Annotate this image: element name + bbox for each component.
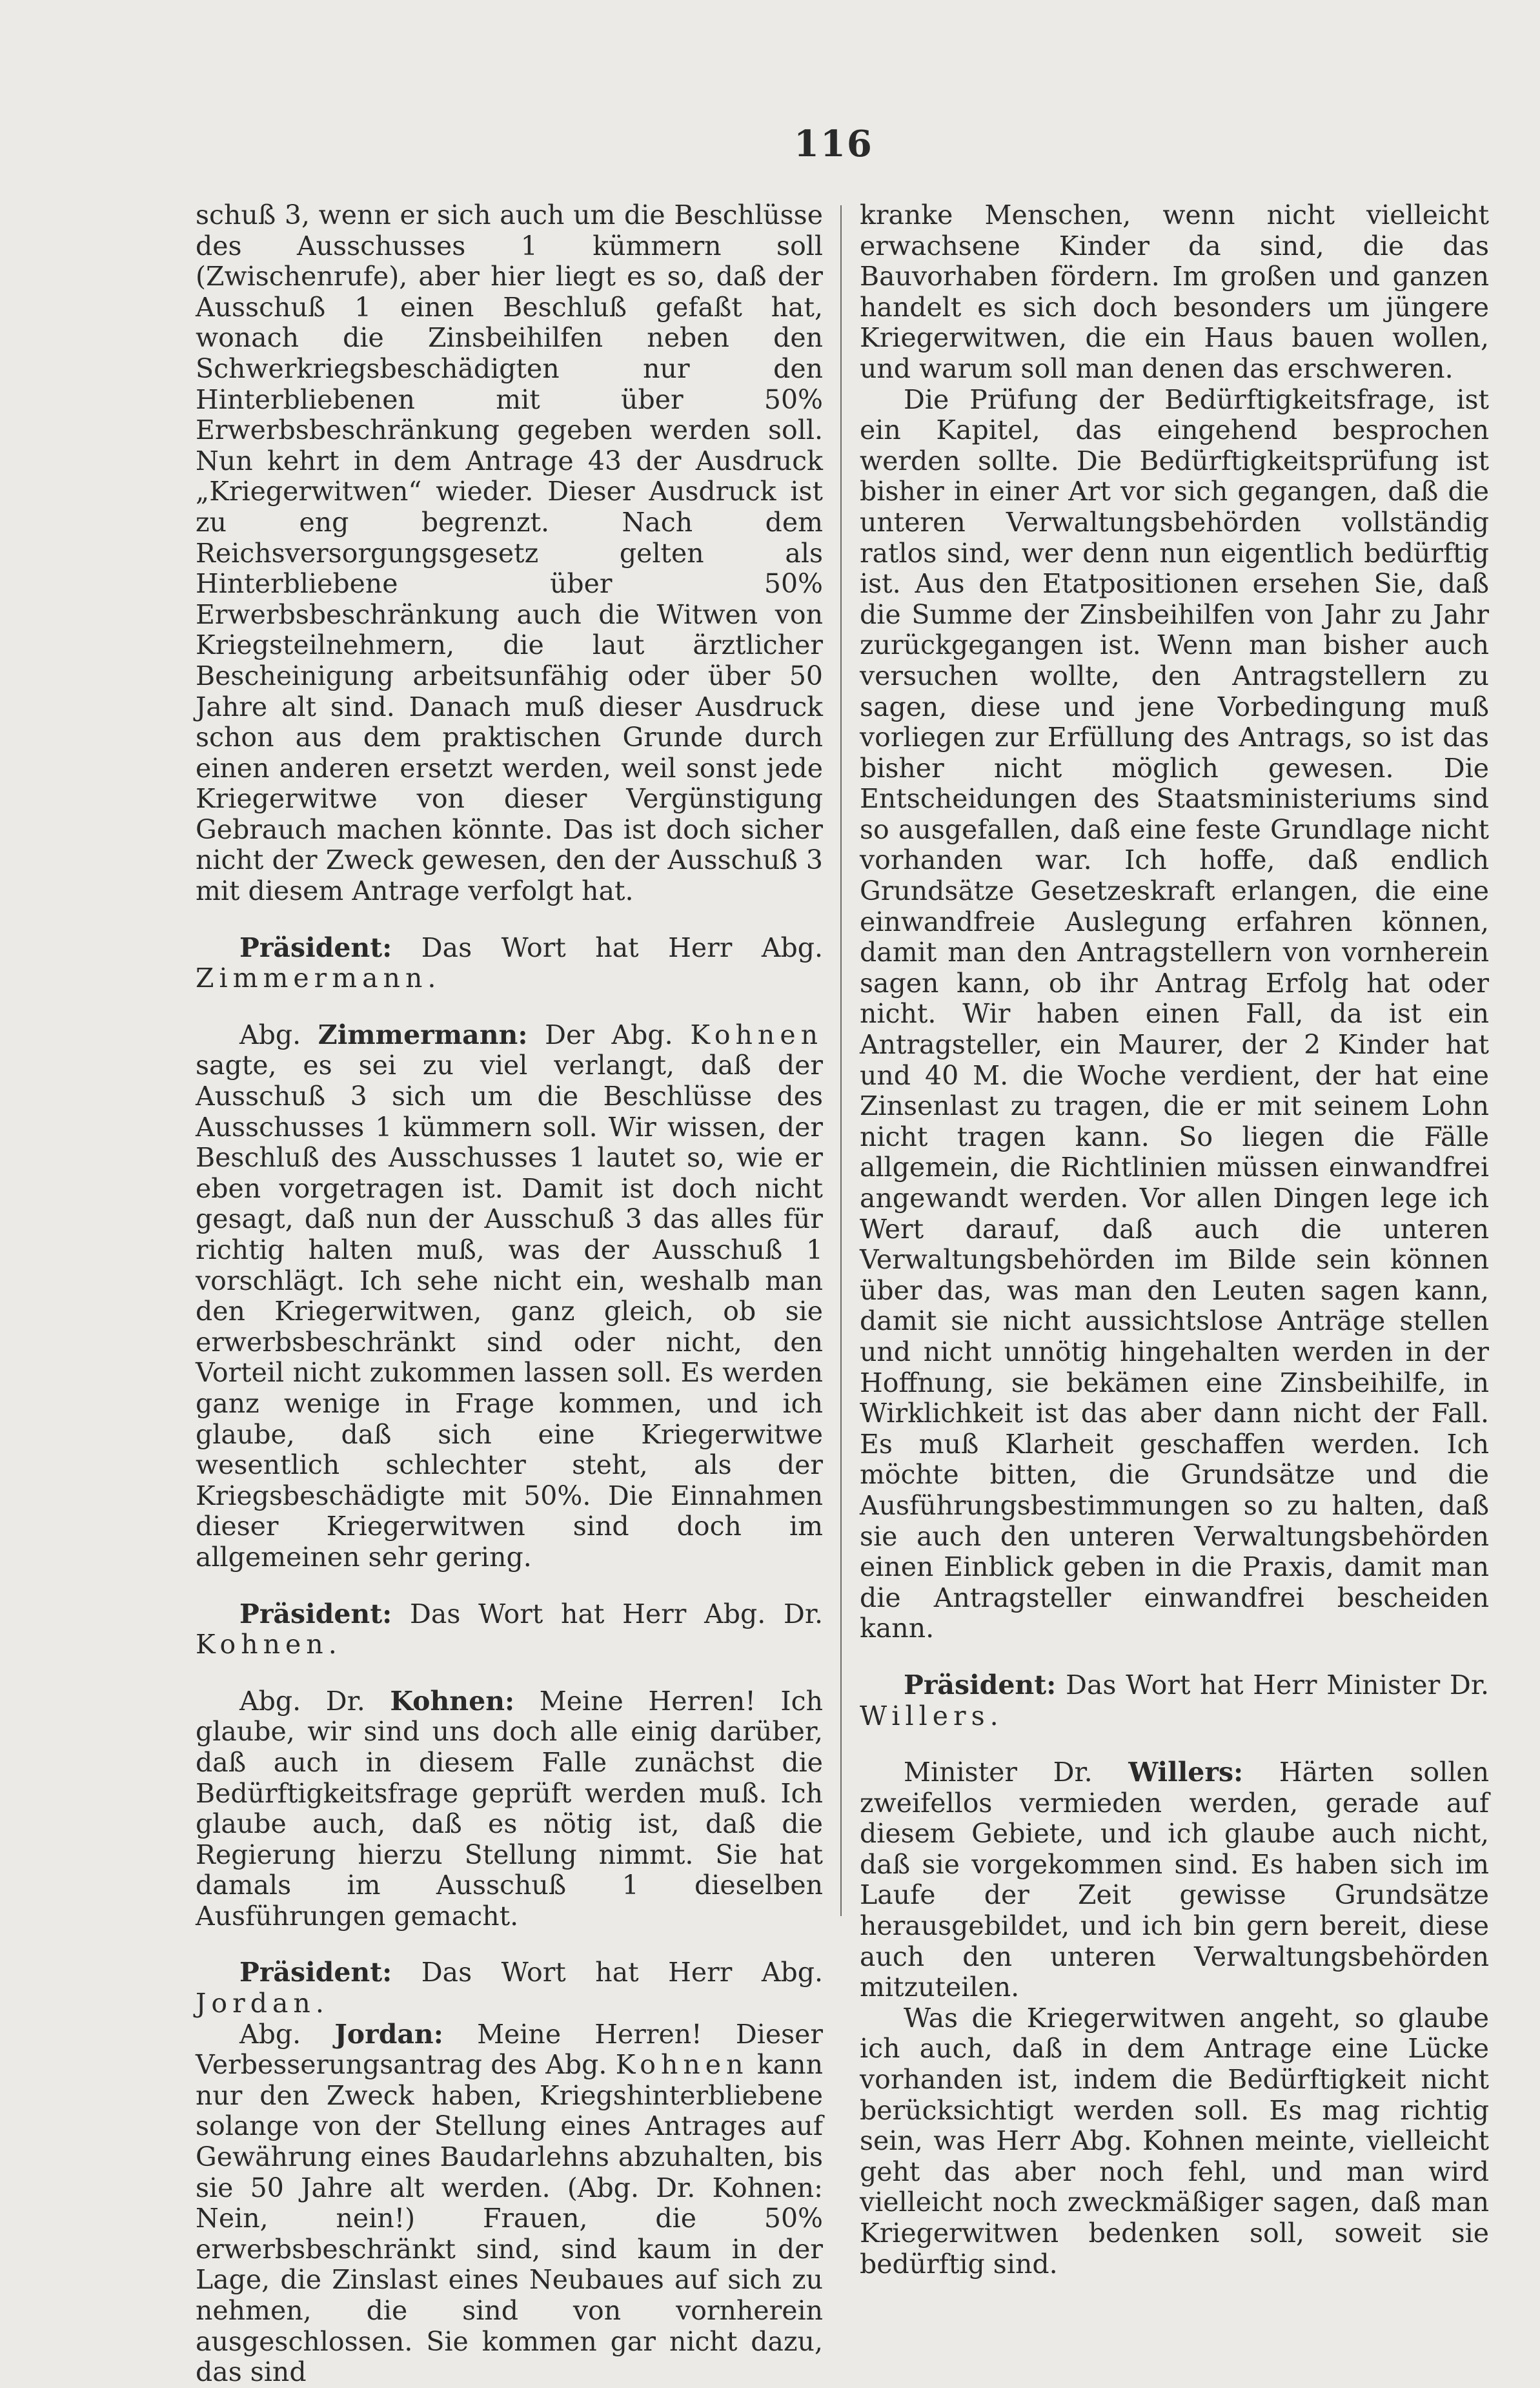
speech-text: . — [315, 1988, 324, 2019]
speaker-label: Willers: — [1128, 1757, 1244, 1788]
speaker-title: Minister Dr. — [904, 1757, 1129, 1788]
speaker-paragraph — [196, 1599, 823, 1660]
spaced-name: Kohnen — [615, 2049, 749, 2081]
speaker-paragraph — [196, 933, 823, 994]
speaker-label: Jordan: — [334, 2018, 443, 2050]
speech-text: Das Wort hat Herr Abg. — [392, 932, 823, 963]
speaker-label: Präsident: — [904, 1669, 1057, 1700]
speech-text: Meine Herren! Dieser Verbesserungsantrag des Abg. — [196, 2018, 824, 2081]
speaker-paragraph — [860, 1670, 1489, 1731]
paragraph: Was die Kriegerwitwen angeht, so glaube ich auch, daß in dem Antrage eine Lücke vorhanden ist, indem die Bedürftigkeit nicht berücksichtigt werden soll. Es mag richtig sein, was Herr Abg. Kohnen meinte, vielleicht geht das aber noch fehl, und man wird vielleicht noch zweckmäßiger sagen, daß man Kriegerwitwen bedenken soll, soweit sie bedürftig sind. — [860, 2002, 1489, 2280]
speaker-title: Abg. — [239, 1019, 318, 1050]
speech-text: . — [328, 1629, 337, 1660]
speaker-paragraph — [196, 1686, 823, 1932]
speaker-label: Kohnen: — [390, 1685, 515, 1717]
speaker-label: Präsident: — [239, 1957, 392, 1988]
speech-text: Das Wort hat Herr Minister Dr. — [1056, 1669, 1489, 1700]
speech-text: kann nur den Zweck haben, Kriegshinterbliebene solange von der Stellung eines Antrages auf Gewährung eines Baudarlehns abzuhalten, bis sie 50 Jahre alt werden. (Abg. Dr. Kohnen: Nein, nein!) Frauen, die 50% erwerbsbeschränkt sind, sind kaum in der Lage, die Zinslast eines Neubaues auf sich zu nehmen, die sind von vornherein ausgeschlossen. Sie kommen gar nicht dazu, das sind — [196, 2049, 823, 2388]
speaker-paragraph — [196, 1020, 823, 1573]
speaker-title: Abg. Dr. — [239, 1685, 390, 1717]
spaced-name: Kohnen — [690, 1019, 824, 1050]
column-divider — [840, 205, 842, 1916]
speaker-paragraph — [196, 1957, 823, 2019]
spaced-name: Jordan — [196, 1988, 316, 2019]
right-column — [860, 200, 1489, 2280]
spaced-name: Willers — [860, 1700, 990, 1731]
speech-text: Meine Herren! Ich glaube, wir sind uns doch alle einig darüber, daß auch in diesem Falle zunächst die Bedürftigkeitsfrage geprüft werden muß. Ich glaube auch, daß es nötig ist, daß die Regierung hierzu Stellung nimmt. Sie hat damals im Ausschuß 1 dieselben Ausführungen gemacht. — [196, 1685, 823, 1932]
speaker-label: Zimmermann: — [318, 1019, 528, 1050]
paragraph: kranke Menschen, wenn nicht vielleicht erwachsene Kinder da sind, die das Bauvorhaben fördern. Im großen und ganzen handelt es sich doch besonders um jüngere Kriegerwitwen, die ein Haus bauen wollen, und warum soll man denen das erschweren. — [860, 199, 1489, 384]
speech-text: Das Wort hat Herr Abg. — [392, 1957, 823, 1988]
spaced-name: Zimmermann — [196, 963, 428, 994]
speaker-title: Abg. — [239, 2018, 335, 2050]
left-column — [196, 200, 823, 2388]
speaker-label: Präsident: — [239, 1598, 392, 1629]
paragraph: Die Prüfung der Bedürftigkeitsfrage, ist ein Kapitel, das eingehend besprochen werden sollte. Die Bedürftigkeitsprüfung ist bisher in einer Art vor sich gegangen, daß die unteren Verwaltungsbehörden vollständig ratlos sind, wer denn nun eigentlich bedürftig ist. Aus den Etatpositionen ersehen Sie, daß die Summe der Zinsbeihilfen von Jahr zu Jahr zurückgegangen ist. Wenn man bisher auch versuchen wollte, den Antragstellern zu sagen, diese und jene Vorbedingung muß vorliegen zur Erfüllung des Antrags, so ist das bisher nicht möglich gewesen. Die Entscheidungen des Staatsministeriums sind so ausgefallen, daß eine feste Grundlage nicht vorhanden war. Ich hoffe, daß endlich Grundsätze Gesetzeskraft erlangen, die eine einwandfreie Auslegung erfahren können, damit man den Antragstellern von vornherein sagen kann, ob ihr Antrag Erfolg hat oder nicht. Wir haben einen Fall, da ist ein Antragsteller, ein Maurer, der 2 Kinder hat und 40 M. die Woche verdient, der hat eine Zinsenlast zu tragen, die er mit seinem Lohn nicht tragen kann. So liegen die Fälle allgemein, die Richtlinien müssen einwandfrei angewandt werden. Vor allen Dingen lege ich Wert darauf, daß auch die unteren Verwaltungsbehörden im Bilde sein können über das, was man den Leuten sagen kann, damit sie nicht aussichtslose Anträge stellen und nicht unnötig hingehalten werden in der Hoffnung, sie bekämen eine Zinsbeihilfe, in Wirklichkeit ist das aber dann nicht der Fall. Es muß Klarheit geschaffen werden. Ich möchte bitten, die Grundsätze und die Ausführungsbestimmungen so zu halten, daß sie auch den unteren Verwaltungsbehörden einen Einblick geben in die Praxis, damit man die Antragsteller einwandfrei bescheiden kann. — [860, 383, 1489, 1644]
speech-text: Der Abg. — [527, 1019, 691, 1050]
page-number: 116 — [794, 123, 873, 165]
speech-text: . — [989, 1700, 998, 1731]
speech-text: Das Wort hat Herr Abg. Dr. — [392, 1598, 823, 1629]
speaker-label: Präsident: — [239, 932, 392, 963]
spaced-name: Kohnen — [196, 1629, 329, 1660]
paragraph: schuß 3, wenn er sich auch um die Beschlüsse des Ausschusses 1 kümmern soll (Zwischenrufe), aber hier liegt es so, daß der Ausschuß 1 einen Beschluß gefaßt hat, wonach die Zinsbeihilfen neben den Schwerkriegsbeschädigten nur den Hinterbliebenen mit über 50% Erwerbsbeschränkung gegeben werden soll. Nun kehrt in dem Antrage 43 der Ausdruck „Kriegerwitwen“ wieder. Dieser Ausdruck ist zu eng begrenzt. Nach dem Reichsversorgungsgesetz gelten als Hinterbliebene über 50% Erwerbsbeschränkung auch die Witwen von Kriegsteilnehmern, die laut ärztlicher Bescheinigung arbeitsunfähig oder über 50 Jahre alt sind. Danach muß dieser Ausdruck schon aus dem praktischen Grunde durch einen anderen ersetzt werden, weil sonst jede Kriegerwitwe von dieser Vergünstigung Gebrauch machen könnte. Das ist doch sicher nicht der Zweck gewesen, den der Ausschuß 3 mit diesem Antrage verfolgt hat. — [196, 199, 823, 907]
speaker-paragraph — [860, 1757, 1489, 2003]
speech-text: Härten sollen zweifellos vermieden werden, gerade auf diesem Gebiete, und ich glaube auch nicht, daß sie vorgekommen sind. Es haben sich im Laufe der Zeit gewisse Grundsätze herausgebildet, und ich bin gern bereit, diese auch den unteren Verwaltungsbehörden mitzuteilen. — [860, 1757, 1489, 2003]
speaker-paragraph — [196, 2019, 823, 2388]
speech-text: . — [427, 963, 436, 994]
speech-text: sagte, es sei zu viel verlangt, daß der Ausschuß 3 sich um die Beschlüsse des Ausschusses 1 kümmern soll. Wir wissen, der Beschluß des Ausschusses 1 lautet so, wie er eben vorgetragen ist. Damit ist doch nicht gesagt, daß nun der Ausschuß 3 das alles für richtig halten muß, was der Ausschuß 1 vorschlägt. Ich sehe nicht ein, weshalb man den Kriegerwitwen, ganz gleich, ob sie erwerbsbeschränkt sind oder nicht, den Vorteil nicht zukommen lassen soll. Es werden ganz wenige in Frage kommen, und ich glaube, daß sich eine Kriegerwitwe wesentlich schlechter steht, als der Kriegsbeschädigte mit 50%. Die Einnahmen dieser Kriegerwitwen sind doch im allgemeinen sehr gering. — [196, 1050, 823, 1573]
